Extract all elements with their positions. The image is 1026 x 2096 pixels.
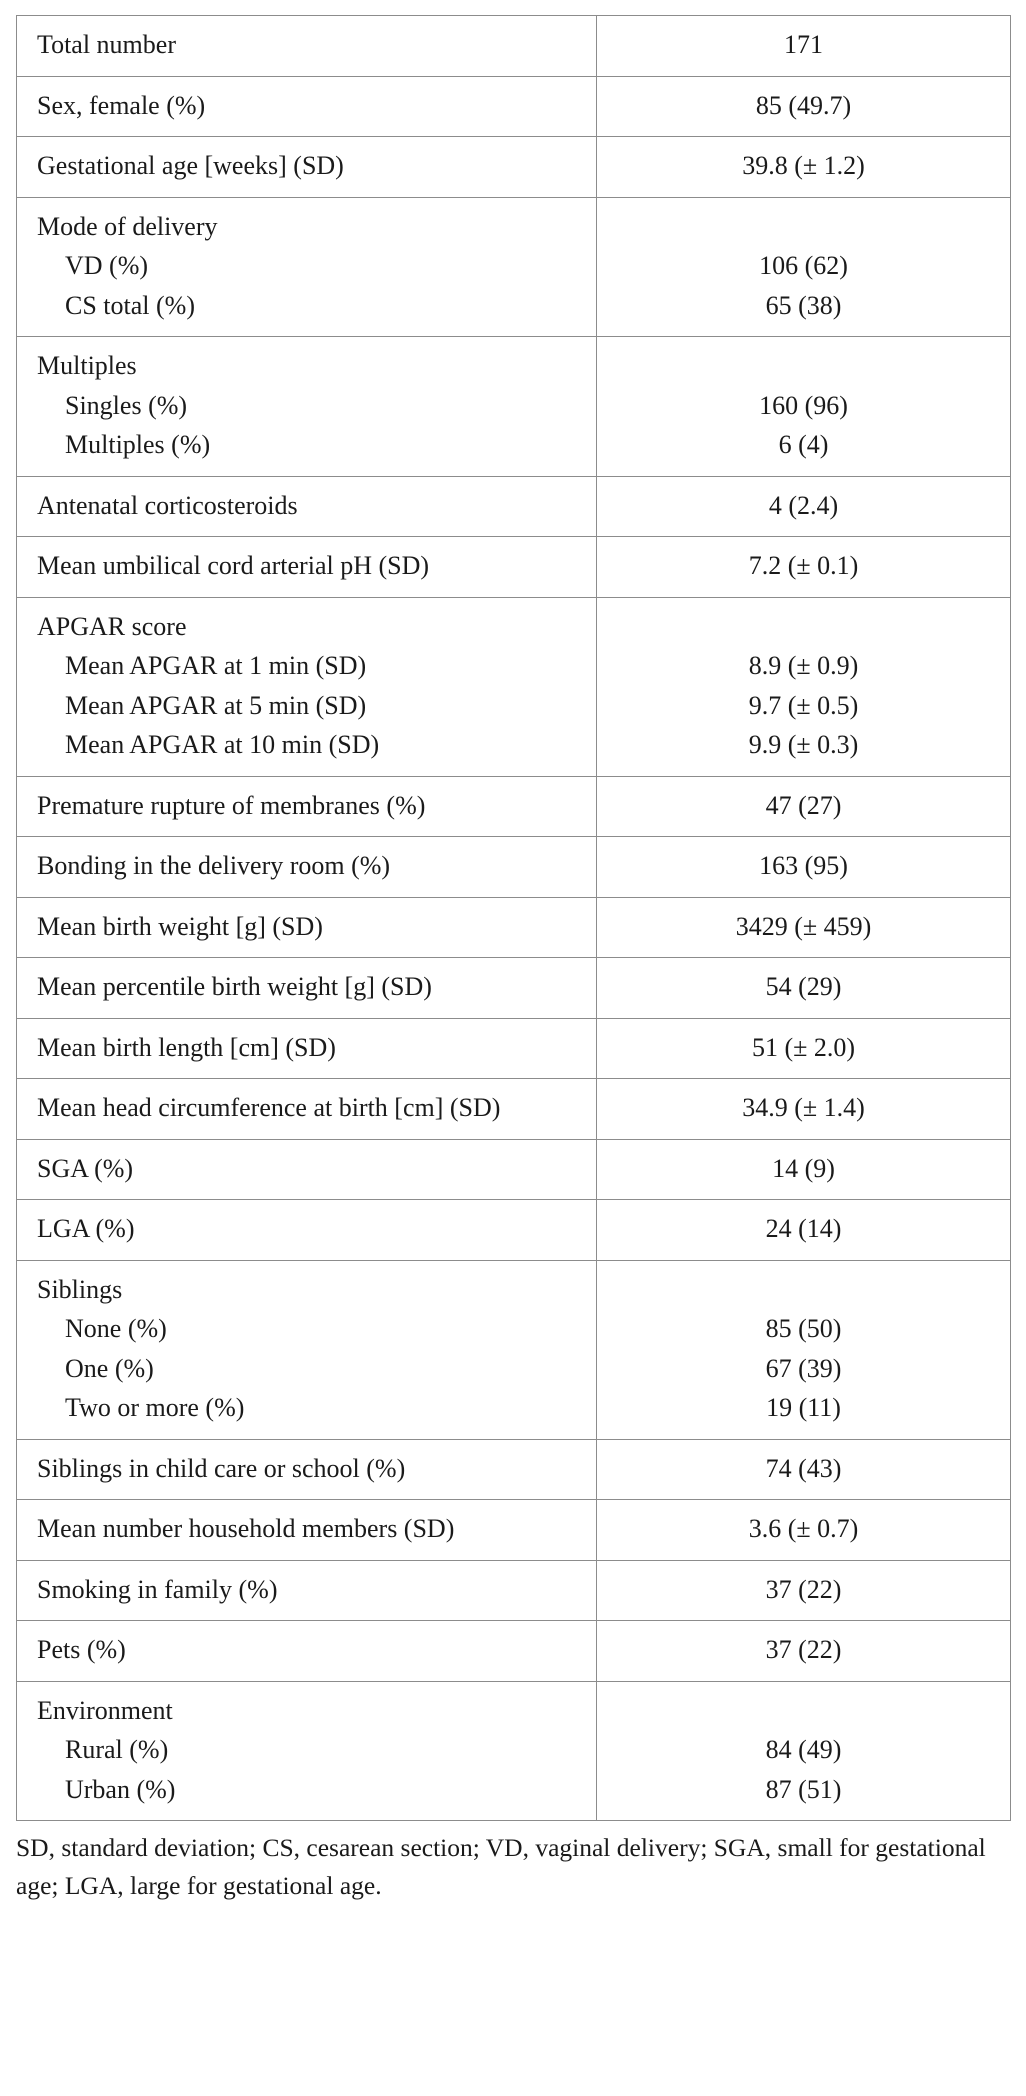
- row-label-cell: [17, 197, 597, 337]
- row-value: 171: [784, 30, 823, 59]
- row-label: Antenatal corticosteroids: [37, 490, 298, 520]
- table-row: [17, 1018, 1011, 1079]
- row-value-cell: [597, 1681, 1011, 1821]
- row-label-cell: [17, 1139, 597, 1200]
- sub-row-label: CS total (%): [65, 290, 195, 320]
- table-row: [17, 1681, 1011, 1821]
- row-value-cell: [597, 837, 1011, 898]
- table-row: [17, 137, 1011, 198]
- table-body: [17, 16, 1011, 1821]
- row-label: Mean birth length [cm] (SD): [37, 1032, 336, 1062]
- table-row: [17, 958, 1011, 1019]
- row-value-cell: [597, 76, 1011, 137]
- sub-row-label: Mean APGAR at 5 min (SD): [65, 690, 367, 720]
- table-row: [17, 1439, 1011, 1500]
- row-value-cell: [597, 1079, 1011, 1140]
- row-label-cell: [17, 1621, 597, 1682]
- row-label-cell: [17, 537, 597, 598]
- sub-row-value: 8.9 (± 0.9): [748, 651, 859, 680]
- row-label: Bonding in the delivery room (%): [37, 851, 391, 880]
- row-value-cell: [597, 1139, 1011, 1200]
- row-label-cell: [17, 1439, 597, 1500]
- sub-row-value: 160 (96): [759, 390, 848, 420]
- sub-row-label: Rural (%): [65, 1735, 169, 1764]
- row-value: [597, 207, 1010, 247]
- row-value-cell: [597, 137, 1011, 198]
- row-label: Mean birth weight [g] (SD): [37, 911, 323, 941]
- row-label: LGA (%): [37, 1214, 135, 1243]
- table-row: [17, 1260, 1011, 1439]
- row-label: Mean head circumference at birth [cm] (SD): [37, 1093, 501, 1122]
- row-value-cell: [597, 537, 1011, 598]
- row-label: Mean umbilical cord arterial pH (SD): [37, 551, 430, 580]
- row-value: [597, 1270, 1010, 1310]
- table-row: [17, 476, 1011, 537]
- row-value-cell: [597, 1200, 1011, 1261]
- row-label-cell: [17, 1500, 597, 1561]
- row-value: 39.8 (± 1.2): [742, 151, 865, 180]
- row-value: 34.9 (± 1.4): [742, 1093, 865, 1122]
- row-label-cell: [17, 76, 597, 137]
- table-row: [17, 1560, 1011, 1621]
- table-row: [17, 76, 1011, 137]
- sub-row-value: 87 (51): [765, 1774, 842, 1804]
- row-value: 85 (49.7): [755, 90, 852, 120]
- sub-row-label: Two or more (%): [65, 1393, 245, 1422]
- sub-row-value: 19 (11): [766, 1393, 841, 1422]
- row-label-cell: [17, 776, 597, 837]
- row-label: Total number: [37, 30, 176, 59]
- row-value: 163 (95): [759, 851, 848, 880]
- sub-row-value: 84 (49): [765, 1735, 842, 1764]
- table-row: [17, 597, 1011, 776]
- row-value: 37 (22): [765, 1574, 842, 1604]
- row-label-cell: [17, 1260, 597, 1439]
- table-row: [17, 16, 1011, 77]
- row-label-cell: [17, 1079, 597, 1140]
- table-row: [17, 1500, 1011, 1561]
- row-label: Smoking in family (%): [37, 1574, 278, 1604]
- row-value-cell: [597, 197, 1011, 337]
- row-value: [597, 1691, 1010, 1731]
- row-value: 54 (29): [765, 972, 842, 1001]
- row-label: Premature rupture of membranes (%): [37, 790, 426, 820]
- characteristics-table: [16, 15, 1011, 1821]
- row-value-cell: [597, 958, 1011, 1019]
- row-label-cell: [17, 1681, 597, 1821]
- row-value: 74 (43): [765, 1453, 842, 1483]
- row-label-cell: [17, 597, 597, 776]
- row-value-cell: [597, 476, 1011, 537]
- row-label: Siblings: [37, 1274, 123, 1304]
- row-value-cell: [597, 1260, 1011, 1439]
- row-value: 37 (22): [765, 1635, 842, 1664]
- row-label: Siblings in child care or school (%): [37, 1453, 406, 1483]
- row-value: [597, 607, 1010, 647]
- row-label-cell: [17, 958, 597, 1019]
- row-value-cell: [597, 1018, 1011, 1079]
- row-value-cell: [597, 776, 1011, 837]
- table-row: [17, 537, 1011, 598]
- row-value-cell: [597, 1621, 1011, 1682]
- row-value-cell: [597, 1439, 1011, 1500]
- row-value-cell: [597, 1500, 1011, 1561]
- row-label-cell: [17, 837, 597, 898]
- sub-row-label: Multiples (%): [65, 430, 211, 459]
- table-row: [17, 337, 1011, 477]
- row-value: 3429 (± 459): [735, 911, 872, 941]
- table-row: [17, 197, 1011, 337]
- row-label: Mean percentile birth weight [g] (SD): [37, 972, 432, 1001]
- sub-row-label: Mean APGAR at 1 min (SD): [65, 651, 367, 680]
- row-label-cell: [17, 137, 597, 198]
- row-label: Gestational age [weeks] (SD): [37, 151, 344, 180]
- row-value: 24 (14): [765, 1214, 842, 1243]
- row-value: 4 (2.4): [768, 490, 839, 520]
- row-label: SGA (%): [37, 1153, 134, 1183]
- table-row: [17, 776, 1011, 837]
- sub-row-value: 9.9 (± 0.3): [748, 730, 859, 759]
- table-row: [17, 1621, 1011, 1682]
- sub-row-label: None (%): [65, 1314, 167, 1343]
- sub-row-label: VD (%): [65, 251, 149, 280]
- row-label-cell: [17, 1560, 597, 1621]
- sub-row-value: 9.7 (± 0.5): [748, 690, 859, 720]
- row-value: 51 (± 2.0): [751, 1032, 856, 1062]
- row-label: Environment: [37, 1695, 173, 1725]
- row-value: 3.6 (± 0.7): [748, 1514, 859, 1543]
- row-label: Pets (%): [37, 1635, 126, 1664]
- table-row: [17, 897, 1011, 958]
- row-value: [597, 346, 1010, 386]
- row-label: Mode of delivery: [37, 211, 218, 241]
- row-label: APGAR score: [37, 611, 187, 641]
- row-value-cell: [597, 597, 1011, 776]
- table-row: [17, 1139, 1011, 1200]
- table-container: [16, 15, 1010, 1905]
- row-label: Sex, female (%): [37, 90, 206, 120]
- sub-row-value: 67 (39): [765, 1353, 842, 1383]
- table-footnote: SD, standard deviation; CS, cesarean section; VD, vaginal delivery; SGA, small for gestational age; LGA, large for gestational age.: [16, 1833, 986, 1900]
- sub-row-value: 65 (38): [765, 290, 842, 320]
- row-value-cell: [597, 337, 1011, 477]
- row-label-cell: [17, 16, 597, 77]
- row-value-cell: [597, 16, 1011, 77]
- table-row: [17, 837, 1011, 898]
- row-value: 47 (27): [765, 790, 842, 820]
- row-label-cell: [17, 1018, 597, 1079]
- row-value-cell: [597, 897, 1011, 958]
- sub-row-label: One (%): [65, 1353, 154, 1383]
- row-label: Multiples: [37, 351, 137, 380]
- sub-row-label: Urban (%): [65, 1774, 176, 1804]
- sub-row-label: Mean APGAR at 10 min (SD): [65, 730, 380, 759]
- row-label: Mean number household members (SD): [37, 1514, 455, 1543]
- sub-row-value: 6 (4): [778, 430, 829, 459]
- row-label-cell: [17, 1200, 597, 1261]
- table-row: [17, 1200, 1011, 1261]
- sub-row-value: 85 (50): [765, 1314, 842, 1343]
- row-value: 14 (9): [772, 1153, 835, 1183]
- row-label-cell: [17, 476, 597, 537]
- row-label-cell: [17, 897, 597, 958]
- table-row: [17, 1079, 1011, 1140]
- sub-row-value: 106 (62): [759, 251, 848, 280]
- row-label-cell: [17, 337, 597, 477]
- row-value: 7.2 (± 0.1): [748, 551, 859, 580]
- row-value-cell: [597, 1560, 1011, 1621]
- sub-row-label: Singles (%): [65, 390, 188, 420]
